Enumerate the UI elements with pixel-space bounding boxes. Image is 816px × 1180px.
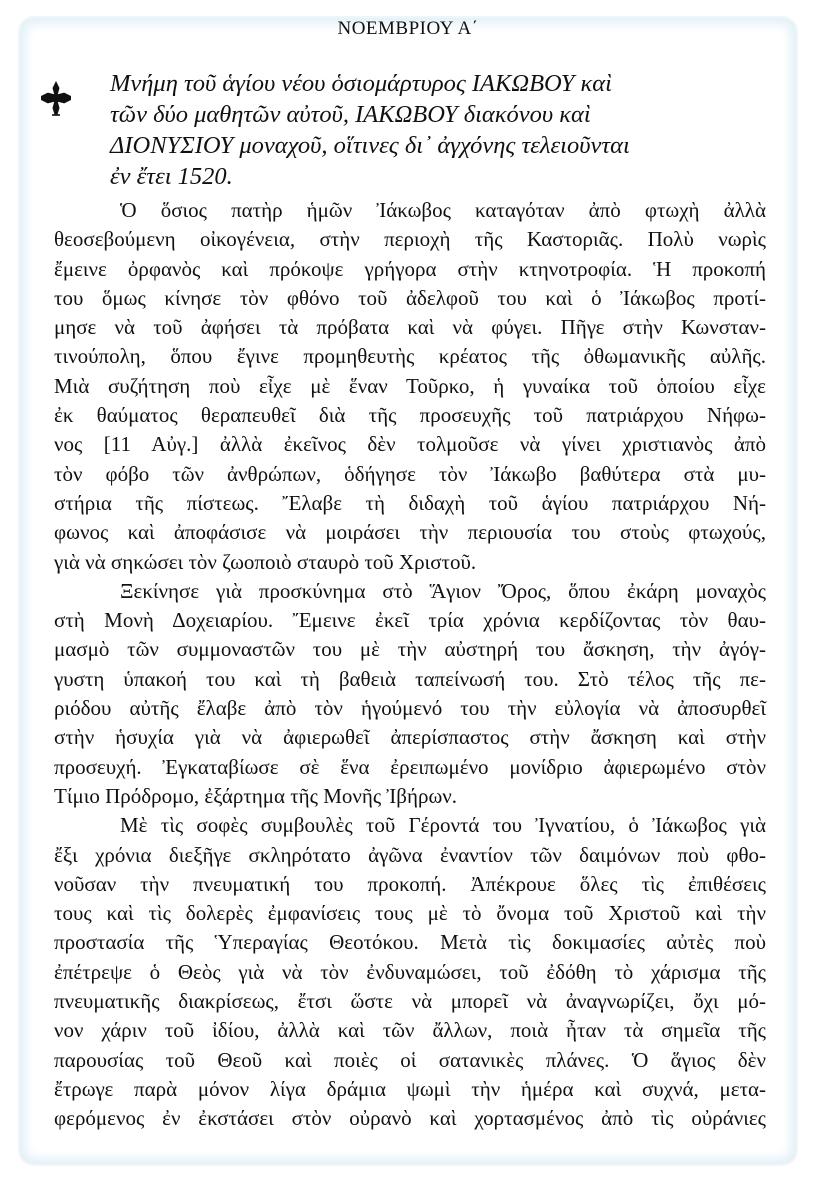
text-line: Μὲ τὶς σοφὲς συμβουλὲς τοῦ Γέροντά του Ἰγνατίου, ὁ Ἰάκωβος γιὰ xyxy=(120,813,766,838)
text-line: ριόδου αὐτῆς ἔλαβε ἀπὸ τὸν ἡγούμενό του τὴν εὐλογία νὰ ἀποσυρθεῖ xyxy=(54,696,766,721)
paragraph-2 xyxy=(54,577,766,811)
text-line: Τίμιο Πρόδρομο, ἐξάρτημα τῆς Μονῆς Ἰβήρων. xyxy=(54,783,458,808)
text-line: στὴ Μονὴ Δοχειαρίου. Ἔμεινε ἐκεῖ τρία χρόνια κερδίζοντας τὸν θαυ- xyxy=(54,608,766,633)
title-line: Μνήμη τοῦ ἁγίου νέου ὁσιομάρτυρος ΙΑΚΩΒΟΥ καὶ xyxy=(110,70,612,97)
text-line: νοῦσαν τὴν πνευματική του προκοπή. Ἀπέκρουε ὅλες τὶς ἐπιθέσεις xyxy=(54,871,766,896)
text-line: μησε νὰ τοῦ ἀφήσει τὰ πρόβατα καὶ νὰ φύγει. Πῆγε στὴν Κωνσταν- xyxy=(54,315,766,340)
text-line: Ξεκίνησε γιὰ προσκύνημα στὸ Ἅγιον Ὄρος, ὅπου ἐκάρη μοναχὸς xyxy=(120,578,766,603)
text-line: παρουσίας τοῦ Θεοῦ καὶ ποιὲς οἱ σατανικὲς πλάνες. Ὁ ἅγιος δὲν xyxy=(54,1047,766,1072)
paragraph-1 xyxy=(54,196,766,577)
text-line: τους καὶ τὶς δολερὲς ἐμφανίσεις τους μὲ τὸ ὄνομα τοῦ Χριστοῦ καὶ τὴν xyxy=(54,901,766,926)
text-line: τὸν φόβο τῶν ἀνθρώπων, ὁδήγησε τὸν Ἰάκωβο βαθύτερα στὰ μυ- xyxy=(54,461,766,486)
text-line: φερόμενος ἐν ἐκστάσει στὸν οὐρανὸ καὶ χορτασμένος ἀπὸ τὶς οὐράνιες xyxy=(54,1106,766,1131)
text-line: μασμὸ τῶν συμμοναστῶν του μὲ τὴν αὐστηρή του ἄσκηση, τὴν ἀγόγ- xyxy=(54,637,766,662)
text-line: φωνος καὶ ἀποφάσισε νὰ μοιράσει τὴν περιουσία του στοὺς φτωχούς, xyxy=(54,520,766,545)
text-line: πνευματικῆς διακρίσεως, ἔτσι ὥστε νὰ μπορεῖ νὰ ἀναγνωρίζει, ὄχι μό- xyxy=(54,989,766,1014)
text-line: στὴν ἡσυχία γιὰ νὰ ἀφιερωθεῖ ἀπερίσπαστος στὴν ἄσκηση καὶ στὴν xyxy=(54,725,766,750)
saint-commemoration-title xyxy=(110,68,770,192)
text-line: ἔμεινε ὀρφανὸς καὶ πρόκοψε γρήγορα στὴν κτηνοτροφία. Ἡ προκοπή xyxy=(54,256,766,281)
text-line: γιὰ νὰ σηκώσει τὸν ζωοποιὸ σταυρὸ τοῦ Χριστοῦ. xyxy=(54,549,477,574)
text-line: στήρια τῆς πίστεως. Ἔλαβε τὴ διδαχὴ τοῦ ἁγίου πατριάρχου Νή- xyxy=(54,490,766,515)
text-line: ἔξι χρόνια διεξῆγε σκληρότατο ἀγῶνα ἐναντίον τῶν δαιμόνων ποὺ φθο- xyxy=(54,842,766,867)
text-line: προστασία τῆς Ὑπεραγίας Θεοτόκου. Μετὰ τὶς δοκιμασίες αὐτὲς ποὺ xyxy=(54,930,766,955)
title-line: ΔΙΟΝΥΣΙΟΥ μοναχοῦ, οἵτινες δι᾽ ἀγχόνης τελειοῦνται xyxy=(110,132,630,159)
body-text xyxy=(54,196,766,1134)
text-line: ἔτρωγε παρὰ μόνον λίγα δράμια ψωμὶ τὴν ἡμέρα καὶ συχνά, μετα- xyxy=(54,1076,766,1101)
text-line: ἐπέτρεψε ὁ Θεὸς γιὰ νὰ τὸν ἐνδυναμώσει, τοῦ ἐδόθη τὸ χάρισμα τῆς xyxy=(54,959,766,984)
text-line: νον χάριν τοῦ ἰδίου, ἀλλὰ καὶ τῶν ἄλλων, ποιὰ ἦταν τὰ σημεῖα τῆς xyxy=(54,1018,766,1043)
orthodox-cross-icon xyxy=(36,78,76,118)
title-line: τῶν δύο μαθητῶν αὐτοῦ, ΙΑΚΩΒΟΥ διακόνου καὶ xyxy=(110,101,591,128)
text-line: γυστη ὑπακοή του καὶ τὴ βαθειὰ ταπείνωσή του. Στὸ τέλος τῆς πε- xyxy=(54,666,766,691)
text-line: Ὁ ὅσιος πατὴρ ἡμῶν Ἰάκωβος καταγόταν ἀπὸ φτωχὴ ἀλλὰ xyxy=(120,198,766,222)
text-line: νος [11 Αὐγ.] ἀλλὰ ἐκεῖνος δὲν τολμοῦσε νὰ γίνει χριστιανὸς ἀπὸ xyxy=(54,432,766,457)
text-line: του ὅμως κίνησε τὸν φθόνο τοῦ ἀδελφοῦ του καὶ ὁ Ἰάκωβος προτί- xyxy=(54,285,766,310)
text-line: ἐκ θαύματος θεραπευθεῖ διὰ τῆς προσευχῆς τοῦ πατριάρχου Νήφω- xyxy=(54,403,766,428)
text-line: θεοσεβούμενη οἰκογένεια, στὴν περιοχὴ τῆς Καστοριᾶς. Πολὺ νωρὶς xyxy=(54,227,766,252)
text-line: Μιὰ συζήτηση ποὺ εἶχε μὲ ἕναν Τοῦρκο, ἡ γυναίκα τοῦ ὁποίου εἶχε xyxy=(54,373,766,398)
title-line: ἐν ἔτει 1520. xyxy=(110,163,233,190)
page-header: ΝΟΕΜΒΡΙΟΥ Α΄ xyxy=(337,18,479,39)
paragraph-3 xyxy=(54,811,766,1133)
text-line: τινούπολη, ὅπου ἔγινε προμηθευτὴς κρέατος τῆς ὀθωμανικῆς αὐλῆς. xyxy=(54,344,766,369)
text-line: προσευχή. Ἐγκαταβίωσε σὲ ἕνα ἐρειπωμένο μονίδριο ἀφιερωμένο στὸν xyxy=(54,754,766,779)
